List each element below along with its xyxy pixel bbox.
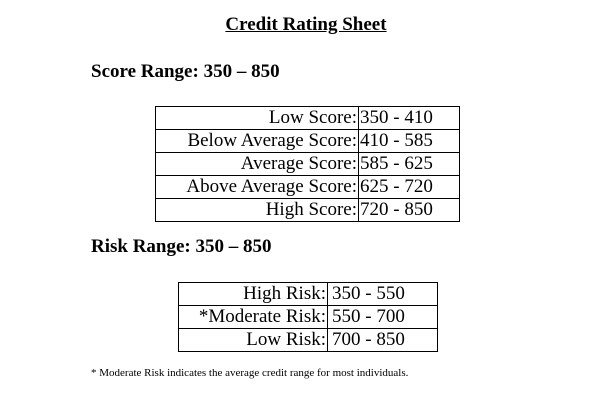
risk-range-table — [178, 282, 438, 352]
risk-range-value: 350 - 550 — [328, 283, 438, 306]
page-title: Credit Rating Sheet — [225, 14, 387, 35]
risk-label: Low Risk: — [179, 329, 328, 352]
score-range-value: 625 - 720 — [359, 176, 460, 199]
score-label: Below Average Score: — [156, 130, 359, 153]
table-row — [156, 153, 460, 176]
score-range-value: 410 - 585 — [359, 130, 460, 153]
score-label: High Score: — [156, 199, 359, 222]
score-range-value: 350 - 410 — [359, 107, 460, 130]
risk-range-heading: Risk Range: 350 – 850 — [91, 236, 272, 257]
table-row — [156, 107, 460, 130]
table-row — [156, 176, 460, 199]
score-label: Above Average Score: — [156, 176, 359, 199]
score-label: Low Score: — [156, 107, 359, 130]
risk-label: *Moderate Risk: — [179, 306, 328, 329]
score-range-value: 585 - 625 — [359, 153, 460, 176]
table-row — [179, 283, 438, 306]
risk-range-value: 700 - 850 — [328, 329, 438, 352]
score-range-table — [155, 106, 460, 222]
score-range-value: 720 - 850 — [359, 199, 460, 222]
table-row — [179, 306, 438, 329]
risk-range-value: 550 - 700 — [328, 306, 438, 329]
table-row — [156, 199, 460, 222]
table-row — [156, 130, 460, 153]
footnote: * Moderate Risk indicates the average credit range for most individuals. — [91, 367, 409, 379]
score-range-heading: Score Range: 350 – 850 — [91, 61, 280, 82]
table-row — [179, 329, 438, 352]
risk-label: High Risk: — [179, 283, 328, 306]
score-label: Average Score: — [156, 153, 359, 176]
